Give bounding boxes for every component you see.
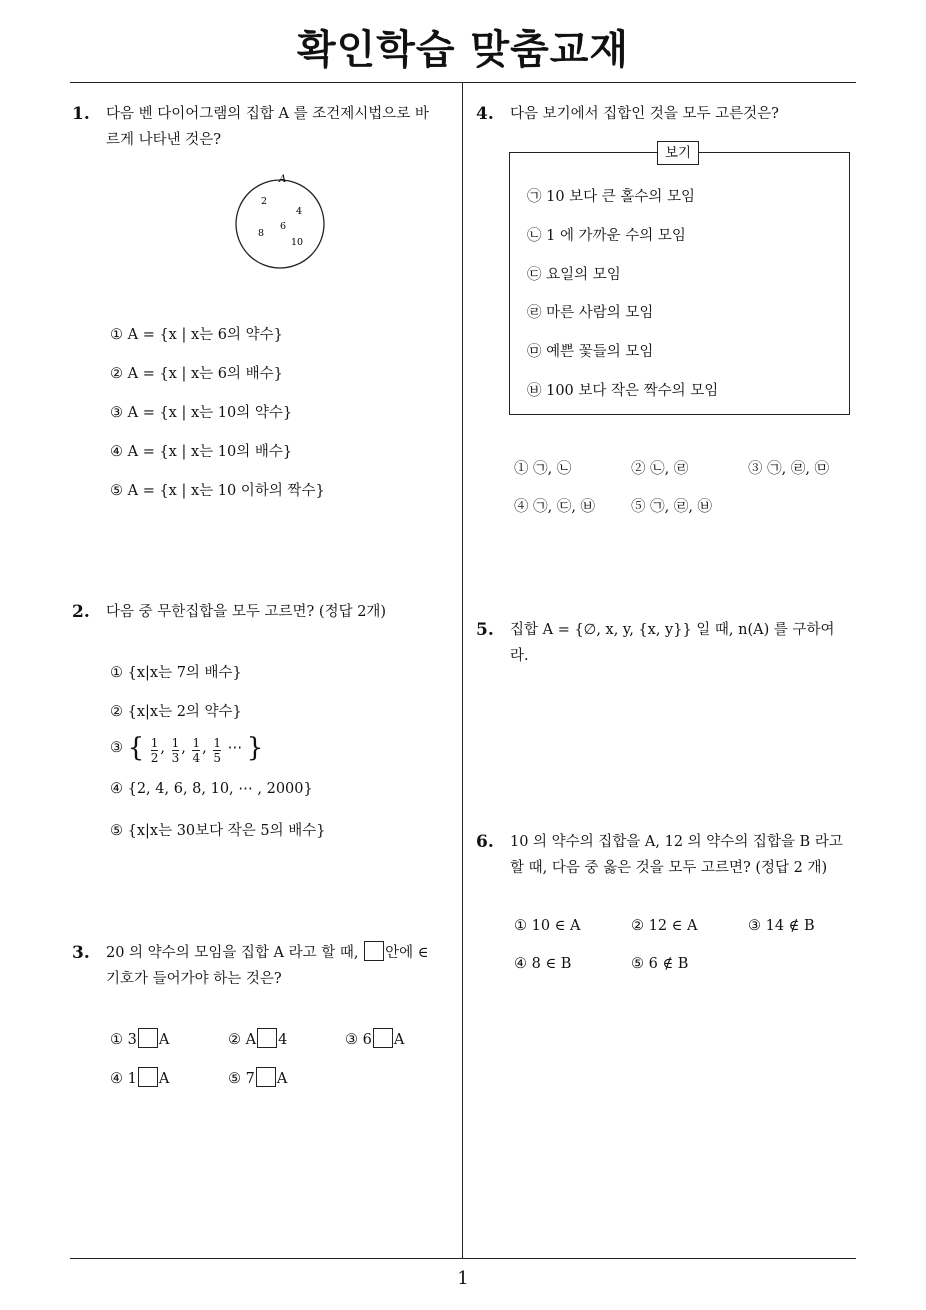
fraction: $\frac{1}{4}$ xyxy=(192,736,201,765)
q2-option-4[interactable]: ④ {2, 4, 6, 8, 10, ⋯ , 2000} xyxy=(110,781,313,797)
q6-option-3[interactable]: ③ 14 ∉ B xyxy=(748,918,815,934)
fraction: $\frac{1}{5}$ xyxy=(213,736,221,765)
q2-option-1[interactable]: ① {x|x는 7의 배수} xyxy=(110,665,242,681)
question-4-number: 4. xyxy=(476,104,494,124)
q2-option-5[interactable]: ⑤ {x|x는 30보다 작은 5의 배수} xyxy=(110,823,326,839)
page-title: 확인학습 맞춤교재 xyxy=(296,27,630,73)
q3-option-1[interactable]: ① 3 A xyxy=(110,1028,169,1048)
q3-option-2[interactable]: ② A 4 xyxy=(228,1028,287,1048)
q1-option-1[interactable]: ① A = {x | x는 6의 약수} xyxy=(110,327,283,343)
q1-option-3[interactable]: ③ A = {x | x는 10의 약수} xyxy=(110,405,293,421)
venn-element: 4 xyxy=(296,206,303,217)
question-5-number: 5. xyxy=(476,620,494,640)
bogi-item: ㉢ 요일의 모임 xyxy=(527,267,621,283)
q2-option-2[interactable]: ② {x|x는 2의 약수} xyxy=(110,704,242,720)
venn-element: 10 xyxy=(291,237,304,248)
question-1-number: 1. xyxy=(72,104,90,124)
q1-option-5[interactable]: ⑤ A = {x | x는 10 이하의 짝수} xyxy=(110,483,325,499)
question-6-number: 6. xyxy=(476,832,494,852)
question-6-text-line2: 할 때, 다음 중 옳은 것을 모두 고르면? (정답 2 개) xyxy=(510,860,828,876)
header-rule xyxy=(70,82,856,83)
venn-element: 8 xyxy=(258,228,265,239)
blank-box xyxy=(256,1067,276,1087)
fraction: $\frac{1}{2}$ xyxy=(150,736,159,765)
question-5-text-line2: 라. xyxy=(510,648,529,664)
question-2-text: 다음 중 무한집합을 모두 고르면? (정답 2개) xyxy=(106,604,387,620)
q6-option-2[interactable]: ② 12 ∈ A xyxy=(631,918,698,934)
venn-set-label: A xyxy=(279,174,287,185)
q2-option-3[interactable]: ③ { $\frac{1}{2}$ , $\frac{1}{3}$ , $\frac{1}{4}$ , $\frac{1}{5}$ ⋯ } xyxy=(110,733,264,765)
question-3-text-line1: 20 의 약수의 모임을 집합 A 라고 할 때, 안에 ∈ xyxy=(106,941,428,966)
venn-element: 6 xyxy=(280,221,287,232)
ellipsis: ⋯ xyxy=(227,740,243,756)
q4-option-3[interactable]: ③ ㉠, ㉣, ㉤ xyxy=(748,461,830,477)
brace-open: { xyxy=(127,733,145,763)
bogi-item: ㉥ 100 보다 작은 짝수의 모임 xyxy=(527,383,719,399)
page-number: 1 xyxy=(457,1268,469,1289)
question-1-text-line2: 르게 나타낸 것은? xyxy=(106,132,222,148)
q3-option-5[interactable]: ⑤ 7 A xyxy=(228,1067,287,1087)
venn-diagram xyxy=(225,168,335,272)
column-divider xyxy=(462,83,463,1258)
question-3-text-line2: 기호가 들어가야 하는 것은? xyxy=(106,971,282,987)
blank-box xyxy=(257,1028,277,1048)
question-3-number: 3. xyxy=(72,943,90,963)
footer-rule xyxy=(70,1258,856,1259)
q6-option-1[interactable]: ① 10 ∈ A xyxy=(514,918,581,934)
brace-close: } xyxy=(246,733,264,763)
q4-option-4[interactable]: ④ ㉠, ㉢, ㉥ xyxy=(514,499,596,515)
q4-option-2[interactable]: ② ㉡, ㉣ xyxy=(631,461,689,477)
blank-box xyxy=(373,1028,393,1048)
q3-option-3[interactable]: ③ 6 A xyxy=(345,1028,404,1048)
q1-option-4[interactable]: ④ A = {x | x는 10의 배수} xyxy=(110,444,293,460)
q3-option-4[interactable]: ④ 1 A xyxy=(110,1067,169,1087)
question-6-text-line1: 10 의 약수의 집합을 A, 12 의 약수의 집합을 B 라고 xyxy=(510,834,843,850)
question-4-text: 다음 보기에서 집합인 것을 모두 고른것은? xyxy=(510,106,779,122)
q6-option-4[interactable]: ④ 8 ∈ B xyxy=(514,956,572,972)
bogi-item: ㉠ 10 보다 큰 홀수의 모임 xyxy=(527,189,696,205)
bogi-item: ㉡ 1 에 가까운 수의 모임 xyxy=(527,228,686,244)
q1-option-2[interactable]: ② A = {x | x는 6의 배수} xyxy=(110,366,283,382)
blank-box xyxy=(138,1028,158,1048)
q4-option-1[interactable]: ① ㉠, ㉡ xyxy=(514,461,572,477)
q2-option-3-marker: ③ xyxy=(110,740,123,756)
question-2-number: 2. xyxy=(72,602,90,622)
blank-box xyxy=(364,941,384,961)
q4-option-5[interactable]: ⑤ ㉠, ㉣, ㉥ xyxy=(631,499,713,515)
q6-option-5[interactable]: ⑤ 6 ∉ B xyxy=(631,956,689,972)
blank-box xyxy=(138,1067,158,1087)
fraction: $\frac{1}{3}$ xyxy=(171,736,180,765)
question-5-text-line1: 집합 A = {∅, x, y, {x, y}} 일 때, n(A) 를 구하여 xyxy=(510,622,835,638)
venn-element: 2 xyxy=(261,196,268,207)
bogi-label: 보기 xyxy=(657,141,699,165)
bogi-item: ㉤ 예쁜 꽃들의 모임 xyxy=(527,344,654,360)
bogi-item: ㉣ 마른 사람의 모임 xyxy=(527,305,654,321)
question-1-text-line1: 다음 벤 다이어그램의 집합 A 를 조건제시법으로 바 xyxy=(106,106,429,122)
